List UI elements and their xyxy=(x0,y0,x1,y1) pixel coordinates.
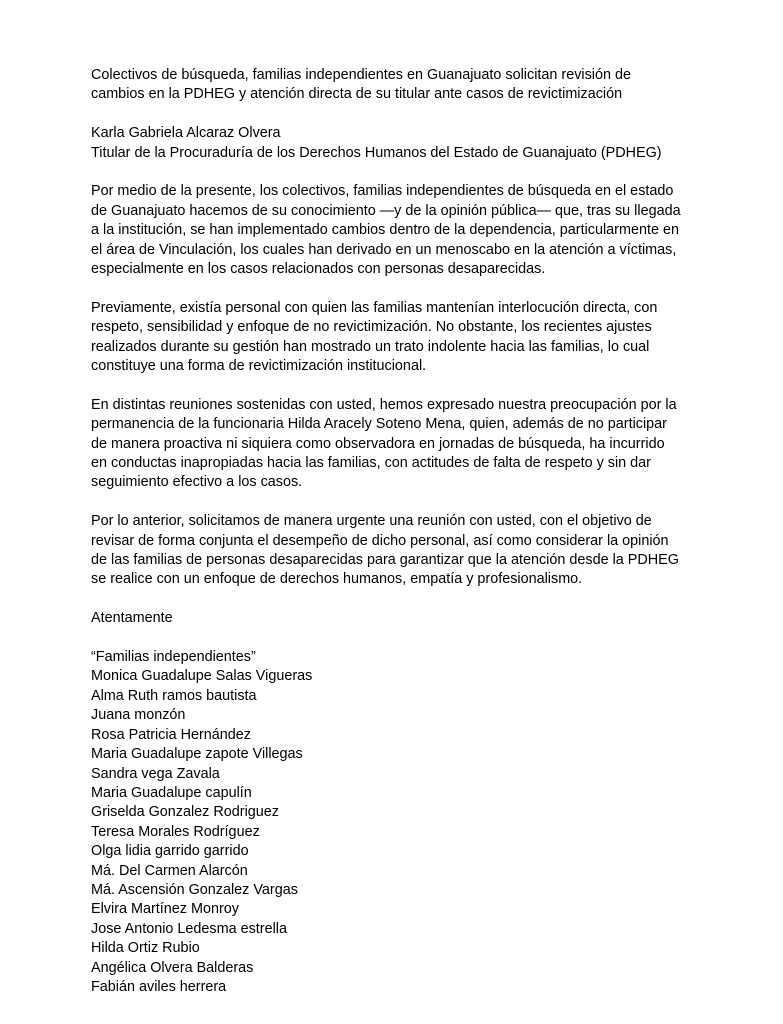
document-body xyxy=(91,66,701,997)
signature-block xyxy=(91,648,701,997)
closing-block xyxy=(91,609,701,628)
subject-line: Colectivos de búsqueda, familias independientes en Guanajuato solicitan revisión de xyxy=(91,67,631,83)
paragraph-line: en conductas inapropiadas hacia las familias, con actitudes de falta de respeto y sin dar xyxy=(91,455,651,472)
paragraph-line: Por medio de la presente, los colectivos, familias independientes de búsqueda en el estado xyxy=(91,183,674,200)
addressee-block xyxy=(91,124,701,163)
addressee-name: Karla Gabriela Alcaraz Olvera xyxy=(91,125,281,142)
paragraph-line: se realice con un enfoque de derechos humanos, empatía y profesionalismo. xyxy=(91,571,583,588)
body-paragraph xyxy=(91,182,701,279)
signatory-list xyxy=(91,667,701,997)
letter-subject xyxy=(91,66,701,105)
subject-line: cambios en la PDHEG y atención directa de su titular ante casos de revictimización xyxy=(91,86,623,103)
signatory-name: Olga lidia garrido garrido xyxy=(91,843,249,860)
signatory-name: Má. Ascensión Gonzalez Vargas xyxy=(91,881,298,898)
signatory-name: Má. Del Carmen Alarcón xyxy=(91,862,248,879)
signatory-name: Maria Guadalupe zapote Villegas xyxy=(91,746,303,763)
paragraph-line: seguimiento efectivo a los casos. xyxy=(91,474,303,491)
signatory-name: Rosa Patricia Hernández xyxy=(91,726,251,743)
signatory-name: Griselda Gonzalez Rodriguez xyxy=(91,804,279,821)
group-name: “Familias independientes” xyxy=(91,649,256,666)
addressee-title: Titular de la Procuraduría de los Derechos Humanos del Estado de Guanajuato (PDHEG) xyxy=(91,144,662,161)
signatory-name: Fabián aviles herrera xyxy=(91,978,227,995)
paragraph-line: de manera proactiva ni siquiera como observadora en jornadas de búsqueda, ha incurrido xyxy=(91,435,665,452)
paragraph-line: a la institución, se han implementado cambios dentro de la dependencia, particularmente en xyxy=(91,222,679,239)
paragraph-line: Previamente, existía personal con quien las familias mantenían interlocución directa, con xyxy=(91,299,658,316)
body-paragraph xyxy=(91,396,701,493)
paragraph-line: En distintas reuniones sostenidas con usted, hemos expresado nuestra preocupación por la xyxy=(91,396,677,413)
paragraph-line: revisar de forma conjunta el desempeño de dicho personal, así como considerar la opinión xyxy=(91,532,669,549)
paragraph-line: realizados durante su gestión han mostrado un trato indolente hacia las familias, lo cual xyxy=(91,338,650,355)
paragraph-line: respeto, sensibilidad y enfoque de no revictimización. No obstante, los recientes ajustes xyxy=(91,319,652,336)
paragraph-line: de Guanajuato hacemos de su conocimiento —y de la opinión pública— que, tras su llegada xyxy=(91,202,681,219)
signatory-name: Juana monzón xyxy=(91,707,186,724)
signatory-name: Angélica Olvera Balderas xyxy=(91,959,254,976)
paragraph-line: permanencia de la funcionaria Hilda Aracely Soteno Mena, quien, además de no participar xyxy=(91,416,667,433)
signatory-name: Monica Guadalupe Salas Vigueras xyxy=(91,668,313,685)
body-paragraph xyxy=(91,299,701,377)
closing-text: Atentamente xyxy=(91,610,173,627)
body-paragraph xyxy=(91,512,701,590)
paragraph-line: constituye una forma de revictimización institucional. xyxy=(91,358,427,375)
paragraph-line: el área de Vinculación, los cuales han derivado en un menoscabo en la atención a víctimas, xyxy=(91,241,677,258)
signatory-name: Maria Guadalupe capulín xyxy=(91,784,252,801)
paragraph-line: Por lo anterior, solicitamos de manera urgente una reunión con usted, con el objetivo de xyxy=(91,513,652,530)
signatory-name: Teresa Morales Rodríguez xyxy=(91,823,260,840)
signatory-name: Alma Ruth ramos bautista xyxy=(91,687,257,704)
signatory-name: Sandra vega Zavala xyxy=(91,765,220,782)
signatory-name: Jose Antonio Ledesma estrella xyxy=(91,920,287,937)
paragraph-line: de las familias de personas desaparecidas para garantizar que la atención desde la PDHEG xyxy=(91,552,679,569)
signatory-name: Hilda Ortiz Rubio xyxy=(91,940,200,957)
signatory-name: Elvira Martínez Monroy xyxy=(91,901,239,918)
paragraph-line: especialmente en los casos relacionados con personas desaparecidas. xyxy=(91,261,546,278)
